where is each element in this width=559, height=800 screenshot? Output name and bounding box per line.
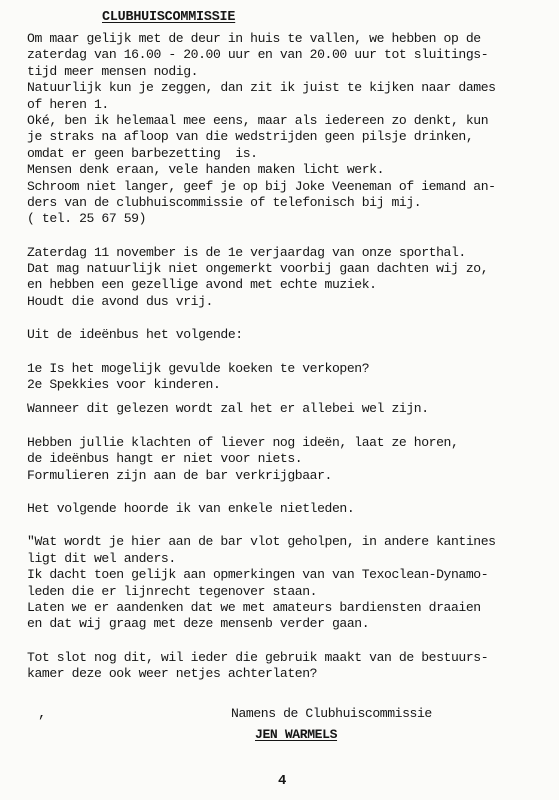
paragraph-answer bbox=[27, 401, 559, 417]
list-item: 2e Spekkies voor kinderen. bbox=[27, 377, 221, 393]
text-line: Ik dacht toen gelijk aan opmerkingen van van Texoclean-Dynamo- bbox=[27, 567, 489, 583]
signer-name: JEN WARMELS bbox=[255, 727, 338, 742]
text-line: Zaterdag 11 november is de 1e verjaardag van onze sporthal. bbox=[27, 244, 466, 260]
text-line: ders van de clubhuiscommissie of telefonisch bij mij. bbox=[27, 194, 422, 210]
paragraph-suggestions bbox=[27, 361, 559, 394]
document-body bbox=[27, 31, 559, 683]
text-line: ligt dit wel anders. bbox=[27, 550, 176, 566]
paragraph-recruitment bbox=[27, 31, 559, 228]
paragraph-spacer bbox=[27, 344, 559, 361]
text-line: Het volgende hoorde ik van enkele nietleden. bbox=[27, 500, 355, 516]
text-line: Tot slot nog dit, wil ieder die gebruik maakt van de bestuurs- bbox=[27, 649, 489, 665]
text-line: leden die er lijnrecht tegenover staan. bbox=[27, 583, 318, 599]
text-line: Uit de ideënbus het volgende: bbox=[27, 327, 243, 343]
document-title: CLUBHUISCOMMISSIE bbox=[102, 10, 236, 25]
paragraph-spacer bbox=[27, 517, 559, 534]
page-number: 4 bbox=[278, 773, 287, 789]
paragraph-spacer bbox=[27, 228, 559, 245]
text-line: zaterdag van 16.00 - 20.00 uur en van 20.00 uur tot sluitings- bbox=[27, 47, 489, 63]
text-line: kamer deze ook weer netjes achterlaten? bbox=[27, 666, 318, 682]
paragraph-spacer bbox=[27, 393, 559, 401]
text-line: "Wat wordt je hier aan de bar vlot geholpen, in andere kantines bbox=[27, 534, 496, 550]
text-line: Mensen denk eraan, vele handen maken licht werk. bbox=[27, 162, 385, 178]
paragraph-anniversary bbox=[27, 245, 559, 311]
list-item: 1e Is het mogelijk gevulde koeken te verkopen? bbox=[27, 360, 370, 376]
text-line: of heren 1. bbox=[27, 96, 109, 112]
text-line: Laten we er aandenken dat we met amateurs bardiensten draaien bbox=[27, 599, 481, 615]
paragraph-spacer bbox=[27, 310, 559, 327]
text-line: omdat er geen barbezetting is. bbox=[27, 145, 258, 161]
paragraph-quote bbox=[27, 534, 559, 632]
text-line: Hebben jullie klachten of liever nog ideën, laat ze horen, bbox=[27, 434, 459, 450]
text-line: Schroom niet langer, geef je op bij Joke Veeneman of iemand an- bbox=[27, 178, 496, 194]
paragraph-spacer bbox=[27, 418, 559, 435]
text-line: en dat wij graag met deze mensenb verder gaan. bbox=[27, 616, 370, 632]
stray-mark: , bbox=[38, 706, 47, 722]
text-line: Houdt die avond dus vrij. bbox=[27, 293, 213, 309]
paragraph-spacer bbox=[27, 633, 559, 650]
closing-line: Namens de Clubhuiscommissie bbox=[231, 706, 432, 721]
text-line: Natuurlijk kun je zeggen, dan zit ik juist te kijken naar dames bbox=[27, 80, 496, 96]
paragraph-idea-box-intro bbox=[27, 327, 559, 343]
text-line: Dat mag natuurlijk niet ongemerkt voorbij gaan dachten wij zo, bbox=[27, 261, 489, 277]
text-line: en hebben een gezellige avond met echte muziek. bbox=[27, 277, 377, 293]
text-line: Formulieren zijn aan de bar verkrijgbaar. bbox=[27, 467, 332, 483]
paragraph-spacer bbox=[27, 484, 559, 501]
text-line: Oké, ben ik helemaal mee eens, maar als iedereen zo denkt, kun bbox=[27, 112, 489, 128]
text-line: ( tel. 25 67 59) bbox=[27, 211, 147, 227]
paragraph-complaints bbox=[27, 435, 559, 484]
text-line: Wanneer dit gelezen wordt zal het er allebei wel zijn. bbox=[27, 401, 429, 417]
paragraph-closing-request bbox=[27, 650, 559, 683]
text-line: tijd meer mensen nodig. bbox=[27, 63, 199, 79]
paragraph-heard bbox=[27, 501, 559, 517]
text-line: Om maar gelijk met de deur in huis te vallen, we hebben op de bbox=[27, 31, 481, 46]
text-line: je straks na afloop van die wedstrijden geen pilsje drinken, bbox=[27, 129, 474, 145]
text-line: de ideënbus hangt er niet voor niets. bbox=[27, 451, 303, 467]
